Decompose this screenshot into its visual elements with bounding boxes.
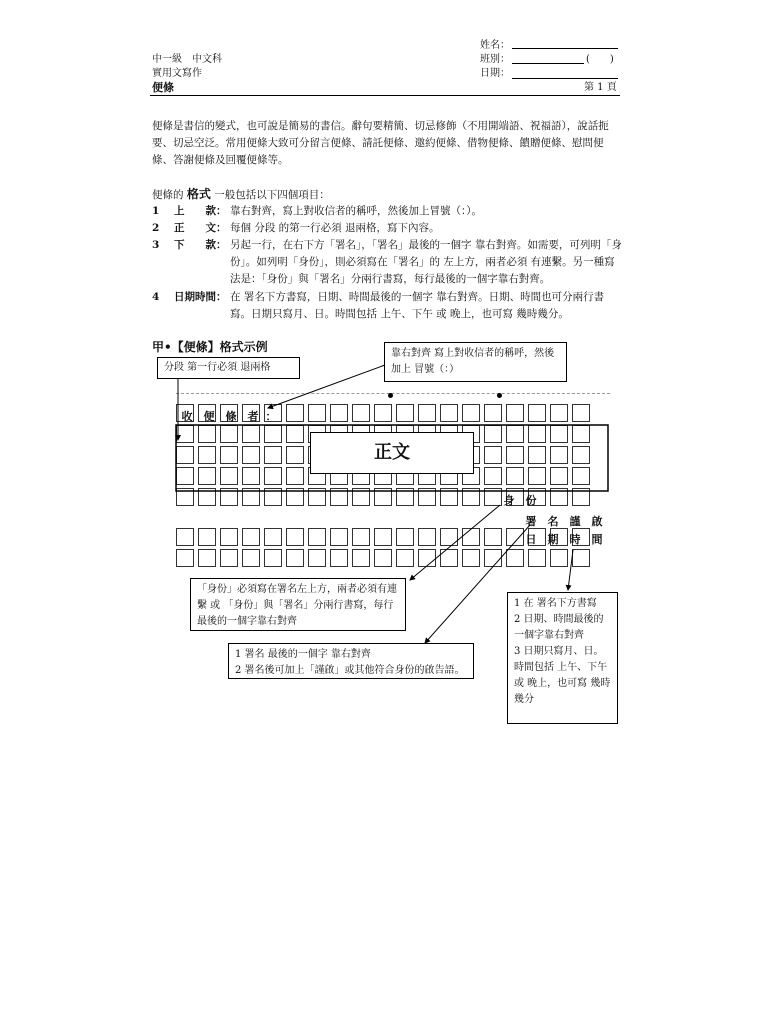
item-text: 靠右對齊，寫上對收信者的稱呼，然後加上冒號（：）。 bbox=[230, 205, 482, 217]
format-intro-pre: 便條的 bbox=[152, 189, 184, 201]
item-number: 3 bbox=[152, 239, 160, 251]
unit-name: 實用文寫作 bbox=[152, 68, 202, 79]
callout-salutation: 靠右對齊 寫上對收信者的稱呼，然後加上 冒號（：） bbox=[384, 342, 567, 382]
signature-char: 署 bbox=[525, 515, 537, 528]
date-char: 時 bbox=[569, 533, 581, 546]
intro-paragraph: 便條是書信的變式，也可說是簡易的書信。辭句要精簡、切忌修飾（不用開端語、祝福語），說話扼要、切忌空泛。常用便條大致可分留言便條、請託便條、邀約便條、借物便條、饋贈便條、慰問便條、答謝便條及回覆便條等。 bbox=[152, 120, 609, 166]
arrow-identity bbox=[410, 505, 500, 580]
format-intro-post: 一般包括以下四個項目： bbox=[214, 189, 330, 201]
salutation-char: 條 bbox=[225, 410, 237, 423]
signature-char: 啟 bbox=[591, 515, 603, 528]
salutation-char: 者 bbox=[247, 410, 259, 423]
section-title: 甲•【便條】格式示例 bbox=[152, 340, 268, 354]
callout-date: 1 在 署名下方書寫 2 日期、時間最後的一個字靠右對齊 3 日期只寫月、日。時間包括 上午、下午 或 晚上，也可寫 幾時幾分 bbox=[507, 592, 618, 724]
item-text: 另起一行，在右下方「署名」，「署名」最後的一個字 靠右對齊。如需要，可列明「身份」。如列明「身份」，則必須寫在「署名」的 左上方，兩者必須 有連繫。另一種寫法是：「身份」與「署名」分兩行書寫，每行最後的一個字靠右對齊。 bbox=[230, 239, 622, 285]
date-char: 間 bbox=[591, 533, 603, 546]
item-number: 2 bbox=[152, 222, 160, 234]
identity-char: 身 bbox=[503, 494, 515, 507]
item-number: 1 bbox=[152, 205, 160, 217]
item-label: 下 款： bbox=[174, 239, 227, 251]
signature-char: 謹 bbox=[569, 515, 581, 528]
item-label: 上 款： bbox=[174, 205, 227, 217]
callout-signature: 1 署名 最後的一個字 靠右對齊 2 署名後可加上「謹啟」或其他符合身份的啟告語。 bbox=[228, 643, 474, 679]
grade-subject: 中一級 中文科 bbox=[152, 54, 222, 65]
page-title: 便條 bbox=[152, 81, 174, 94]
item-number: 4 bbox=[152, 291, 160, 303]
salutation-char: 收 bbox=[181, 410, 193, 423]
callout-indent: 分段 第一行必須 退兩格 bbox=[157, 357, 300, 379]
name-label: 姓名： bbox=[480, 40, 510, 51]
body-label: 正文 bbox=[310, 432, 474, 474]
callout-identity: 「身份」必須寫在署名左上方，兩者必須有連繫 或 「身份」與「署名」分兩行書寫，每行最後的一個字靠右對齊 bbox=[190, 578, 406, 631]
arrow-date bbox=[568, 550, 573, 590]
item-text: 每個 分段 的第一行必須 退兩格，寫下內容。 bbox=[230, 222, 440, 234]
format-intro-key: 格式 bbox=[186, 187, 211, 201]
date-label: 日期： bbox=[480, 68, 510, 79]
class-number-paren: ( ) bbox=[586, 54, 614, 65]
signature-char: 名 bbox=[547, 515, 559, 528]
salutation-char: ： bbox=[265, 410, 277, 423]
arrow-salutation bbox=[268, 365, 385, 408]
date-char: 期 bbox=[547, 533, 559, 546]
class-label: 班別： bbox=[480, 54, 510, 65]
item-label: 日期時間： bbox=[174, 291, 227, 303]
page-number: 第 1 頁 bbox=[584, 82, 617, 93]
item-label: 正 文： bbox=[174, 222, 227, 234]
date-char: 日 bbox=[525, 533, 537, 546]
item-text: 在 署名下方書寫，日期、時間最後的一個字 靠右對齊。日期、時間也可分兩行書寫。日期只寫月、日。時間包括 上午、下午 或 晚上，也可寫 幾時幾分。 bbox=[230, 291, 605, 320]
identity-char: 份 bbox=[525, 494, 537, 507]
salutation-char: 便 bbox=[203, 410, 215, 423]
